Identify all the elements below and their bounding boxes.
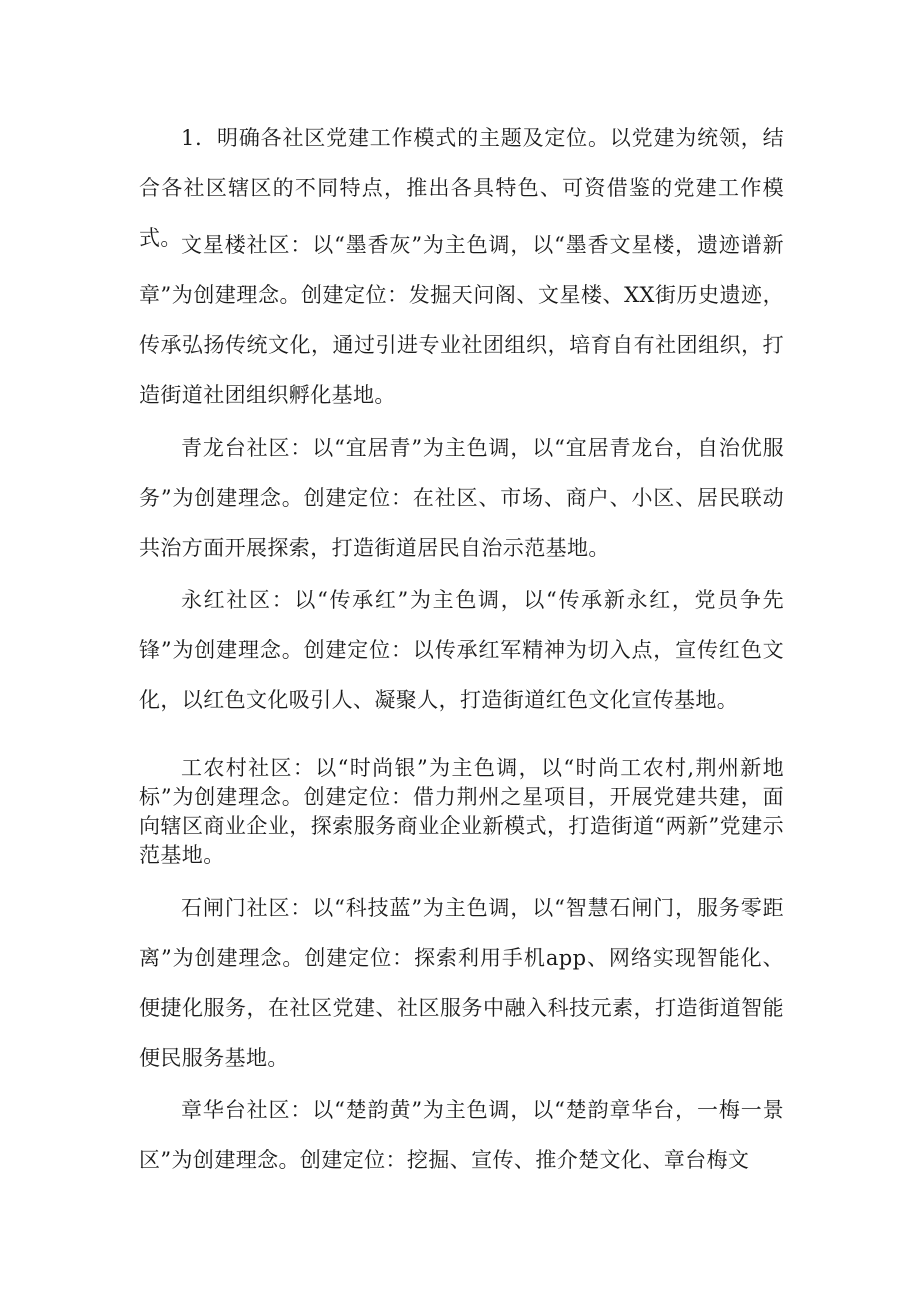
paragraph-qinglongtai: 青龙台社区：以“宜居青”为主色调，以“宜居青龙台，自治优服务”为创建理念。创建定位：在社区、市场、商户、小区、居民联动共治方面开展探索，打造街道居民自治示范基地。: [139, 436, 784, 560]
paragraph-intro: 1．明确各社区党建工作模式的主题及定位。以党建为统领，结合各社区辖区的不同特点，推出各具特色、可资借鉴的党建工作模式。: [139, 126, 784, 250]
paragraph-zhanghuatai: 章华台社区：以“楚韵黄”为主色调，以“楚韵章华台，一梅一景区”为创建理念。创建定位：挖掘、宣传、推介楚文化、章台梅文: [139, 1098, 784, 1172]
paragraph-wenxinglou: 文星楼社区：以“墨香灰”为主色调，以“墨香文星楼，遗迹谱新章”为创建理念。创建定位：发掘天问阁、文星楼、XX街历史遗迹，传承弘扬传统文化，通过引进专业社团组织，培育自有社团组织，打造街道社团组织孵化基地。: [139, 233, 784, 407]
paragraph-gongnongcun: 工农村社区：以“时尚银”为主色调，以“时尚工农村,荆州新地标”为创建理念。创建定位：借力荆州之星项目，开展党建共建，面向辖区商业企业，探索服务商业企业新模式，打造街道“两新”党建示范基地。: [139, 756, 784, 867]
paragraph-shizhamen: 石闸门社区：以“科技蓝”为主色调，以“智慧石闸门，服务零距离”为创建理念。创建定位：探索利用手机app、网络实现智能化、便捷化服务，在社区党建、社区服务中融入科技元素，打造街道智能便民服务基地。: [139, 896, 784, 1070]
paragraph-yonghong: 永红社区：以“传承红”为主色调，以“传承新永红，党员争先锋”为创建理念。创建定位：以传承红军精神为切入点，宣传红色文化，以红色文化吸引人、凝聚人，打造街道红色文化宣传基地。: [139, 588, 784, 712]
